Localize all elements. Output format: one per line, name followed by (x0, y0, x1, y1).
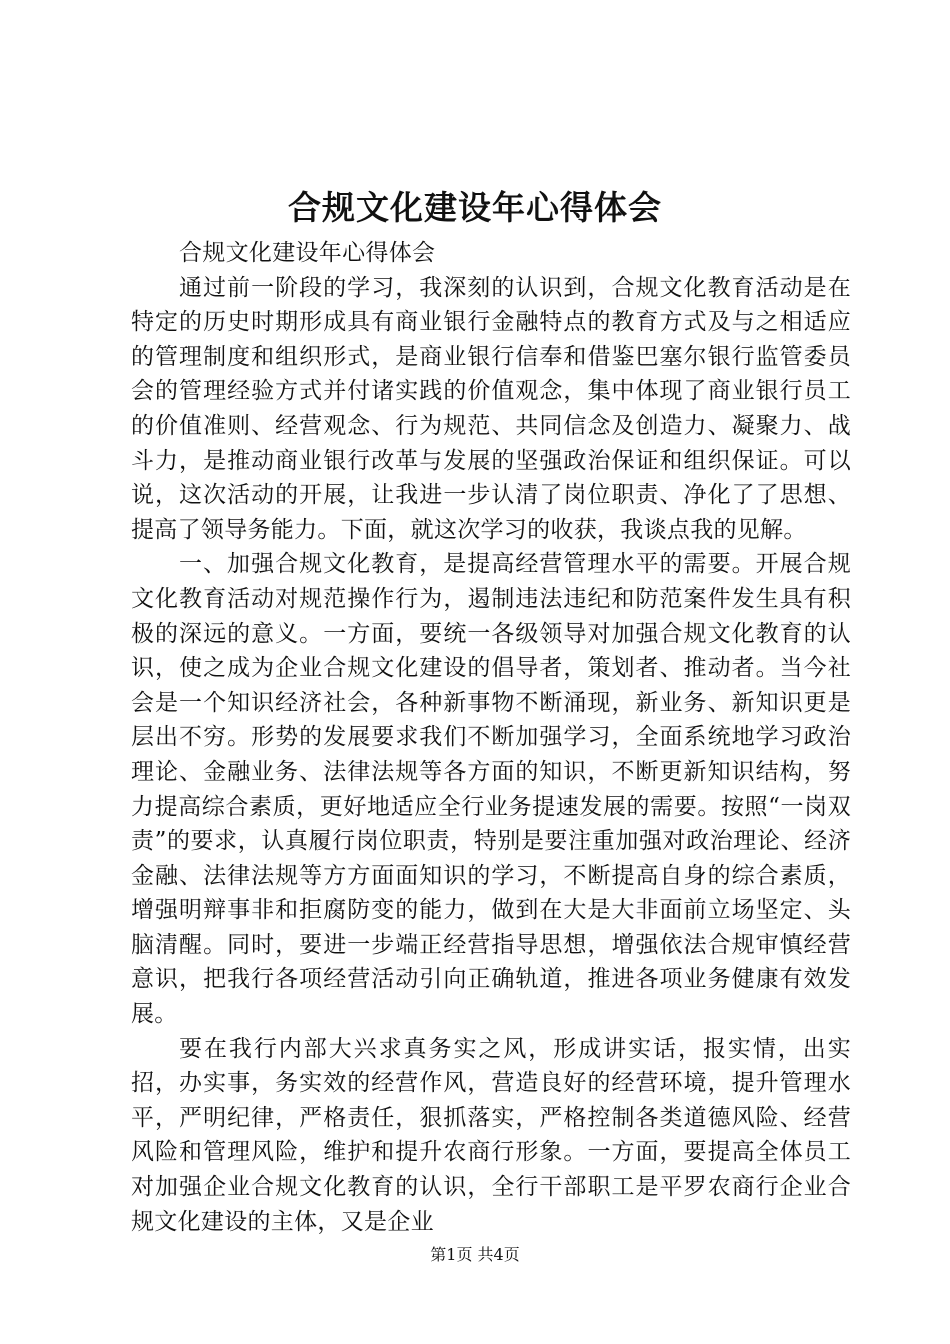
page-footer: 第1页 共4页 (430, 1245, 520, 1264)
paragraph-subtitle: 合规文化建设年心得体会 (179, 240, 436, 266)
document-title: 合规文化建设年心得体会 (288, 188, 662, 227)
paragraph-work-style: 要在我行内部大兴求真务实之风，形成讲实话，报实情，出实招，办实事，务实效的经营作风，营造良好的经营环境，提升管理水平，严明纪律，严格责任，狠抓落实，严格控制各类道德风险、经营风险和管理风险，维护和提升农商行形象。一方面，要提高全体员工对加强企业合规文化教育的认识，全行干部职工是平罗农商行企业合规文化建设的主体，又是企业 (131, 1035, 851, 1235)
paragraph-section-one: 一、加强合规文化教育，是提高经营管理水平的需要。开展合规文化教育活动对规范操作行为，遏制违法违纪和防范案件发生具有积极的深远的意义。一方面，要统一各级领导对加强合规文化教育的认识，使之成为企业合规文化建设的倡导者，策划者、推动者。当今社会是一个知识经济社会，各种新事物不断涌现，新业务、新知识更是层出不穷。形势的发展要求我们不断加强学习，全面系统地学习政治理论、金融业务、法律法规等各方面的知识，不断更新知识结构，努力提高综合素质，更好地适应全行业务提速发展的需要。按照“一岗双责”的要求，认真履行岗位职责，特别是要注重加强对政治理论、经济金融、法律法规等方方面面知识的学习，不断提高自身的综合素质，增强明辩事非和拒腐防变的能力，做到在大是大非面前立场坚定、头脑清醒。同时，要进一步端正经营指导思想，增强依法合规审慎经营意识，把我行各项经营活动引向正确轨道，推进各项业务健康有效发展。 (131, 551, 851, 1028)
document-body (131, 236, 851, 1239)
paragraph-intro: 通过前一阶段的学习，我深刻的认识到，合规文化教育活动是在特定的历史时期形成具有商业银行金融特点的教育方式及与之相适应的管理制度和组织形式，是商业银行信奉和借鉴巴塞尔银行监管委员会的管理经验方式并付诸实践的价值观念，集中体现了商业银行员工的价值准则、经营观念、行为规范、共同信念及创造力、凝聚力、战斗力，是推动商业银行改革与发展的坚强政治保证和组织保证。可以说，这次活动的开展，让我进一步认清了岗位职责、净化了了思想、提高了领导务能力。下面，就这次学习的收获，我谈点我的见解。 (131, 274, 851, 543)
